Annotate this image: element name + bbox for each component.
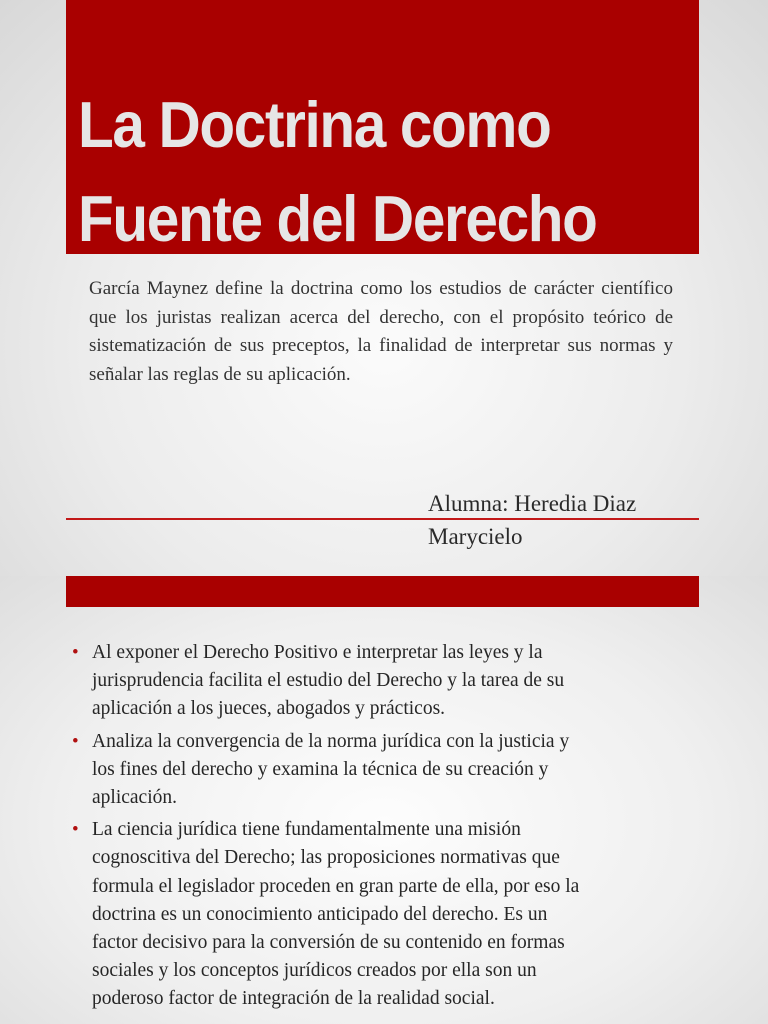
title-line-2: Fuente del Derecho xyxy=(78,182,597,255)
bullet-text-line: doctrina es un conocimiento anticipado del derecho. Es un xyxy=(92,903,548,925)
header-band xyxy=(66,576,699,607)
author-credit xyxy=(428,487,696,553)
list-item xyxy=(70,639,690,724)
title-banner xyxy=(66,0,699,254)
slide-title-heading xyxy=(78,78,597,266)
list-item xyxy=(70,816,690,1013)
bullet-text-line: jurisprudencia facilita el estudio del Derecho y la tarea de su xyxy=(92,670,565,692)
definition-paragraph: García Maynez define la doctrina como los estudios de carácter científico que los juristas realizan acerca del derecho, con el propósito teórico de sistematización de sus preceptos, la finalidad de interpretar sus normas y señalar las reglas de su aplicación. xyxy=(89,278,673,385)
bullet-text-line: aplicación. xyxy=(92,787,177,809)
title-line-1: La Doctrina como xyxy=(78,88,551,161)
bullet-list xyxy=(70,639,690,1018)
bullet-text-line: aplicación a los jueces, abogados y prácticos. xyxy=(92,698,446,720)
author-line-1: Alumna: Heredia Diaz xyxy=(428,491,637,516)
list-item xyxy=(70,728,690,813)
bullet-icon: • xyxy=(72,819,79,841)
bullet-text-line: cognoscitiva del Derecho; las proposiciones normativas que xyxy=(92,847,560,869)
bullet-icon: • xyxy=(72,730,79,752)
bullet-text-line: Al exponer el Derecho Positivo e interpretar las leyes y la xyxy=(92,642,543,663)
bullet-text-line: factor decisivo para la conversión de su contenido en formas xyxy=(92,932,565,954)
bullet-text-line: poderoso factor de integración de la realidad social. xyxy=(92,988,495,1010)
bullet-text-line: sociales y los conceptos jurídicos creados por ella son un xyxy=(92,960,537,982)
bullet-text-line: Analiza la convergencia de la norma jurídica con la justicia y xyxy=(92,730,570,752)
bullet-text-line: formula el legislador proceden en gran parte de ella, por eso la xyxy=(92,875,580,897)
slide-content xyxy=(0,576,768,1024)
bullet-icon: • xyxy=(72,642,79,663)
bullet-text-line: los fines del derecho y examina la técnica de su creación y xyxy=(92,758,549,780)
bullet-text-line: La ciencia jurídica tiene fundamentalmente una misión xyxy=(92,819,521,841)
author-line-2: Marycielo xyxy=(428,524,523,549)
